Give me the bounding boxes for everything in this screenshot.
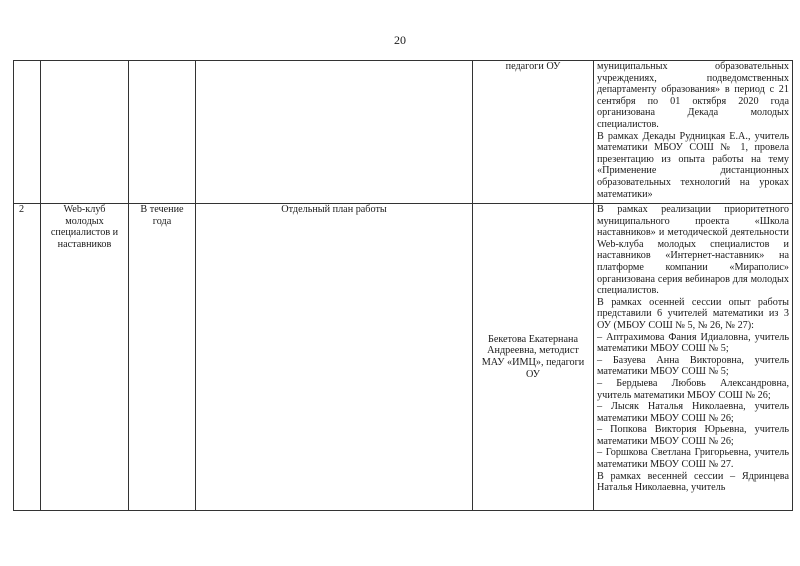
result-list-item: – Попкова Виктория Юрьевна, учитель математики МБОУ СОШ № 26; (597, 424, 789, 447)
plan-cell: Отдельный план работы (196, 204, 473, 511)
result-list-item: – Горшкова Светлана Григорьевна, учитель математики МБОУ СОШ № 27. (597, 447, 789, 471)
activities-table (13, 60, 793, 511)
plan-cell (196, 61, 473, 204)
event-cell (41, 61, 129, 204)
row-number-cell (14, 61, 41, 204)
result-paragraph: В рамках осенней сессии опыт работы представили 6 учителей математики из 3 ОУ (МБОУ СОШ № 5, № 26, № 27): (597, 296, 789, 331)
table-row (14, 61, 793, 204)
event-cell: Web-клуб молодых специалистов и наставников (41, 204, 129, 511)
period-cell (129, 61, 196, 204)
responsible-cell: педагоги ОУ (473, 61, 594, 204)
result-paragraph: муниципальных образовательных учреждениях, подведомственных департаменту образования» в период с 21 сентября по 01 октября 2020 года организована Декада молодых специалистов. (597, 61, 789, 130)
result-cell (594, 61, 793, 204)
result-list-item: – Лысяк Наталья Николаевна, учитель математики МБОУ СОШ № 26; (597, 401, 789, 424)
result-list-item: – Базуева Анна Викторовна, учитель математики МБОУ СОШ № 5; (597, 354, 789, 378)
responsible-cell: Бекетова Екатернана Андреевна, методист МАУ «ИМЦ», педагоги ОУ (473, 204, 594, 511)
result-paragraph: В рамках реализации приоритетного муниципального проекта «Школа наставников» и методической деятельности Web-клуба молодых специалистов и наставников «Интернет-наставник» на платформе компании «Мираполис» организована серия вебинаров для молодых специалистов. (597, 204, 789, 297)
result-paragraph: В рамках Декады Рудницкая Е.А., учитель математики МБОУ СОШ № 1, провела презентацию из опыта работы на тему «Применение дистанционных образовательных технологий на уроках математики» (597, 130, 789, 200)
table-row (14, 204, 793, 511)
result-paragraph: В рамках весенней сессии – Ядринцева Наталья Николаевна, учитель (597, 470, 789, 494)
result-list-item: – Бердыева Любовь Александровна, учитель математики МБОУ СОШ № 26; (597, 377, 789, 401)
period-cell: В течение года (129, 204, 196, 511)
result-list-item: – Аптрахимова Фания Идиаловна, учитель математики МБОУ СОШ № 5; (597, 331, 789, 355)
result-cell (594, 204, 793, 511)
row-number-cell: 2 (14, 204, 41, 511)
page-number: 20 (394, 33, 406, 47)
